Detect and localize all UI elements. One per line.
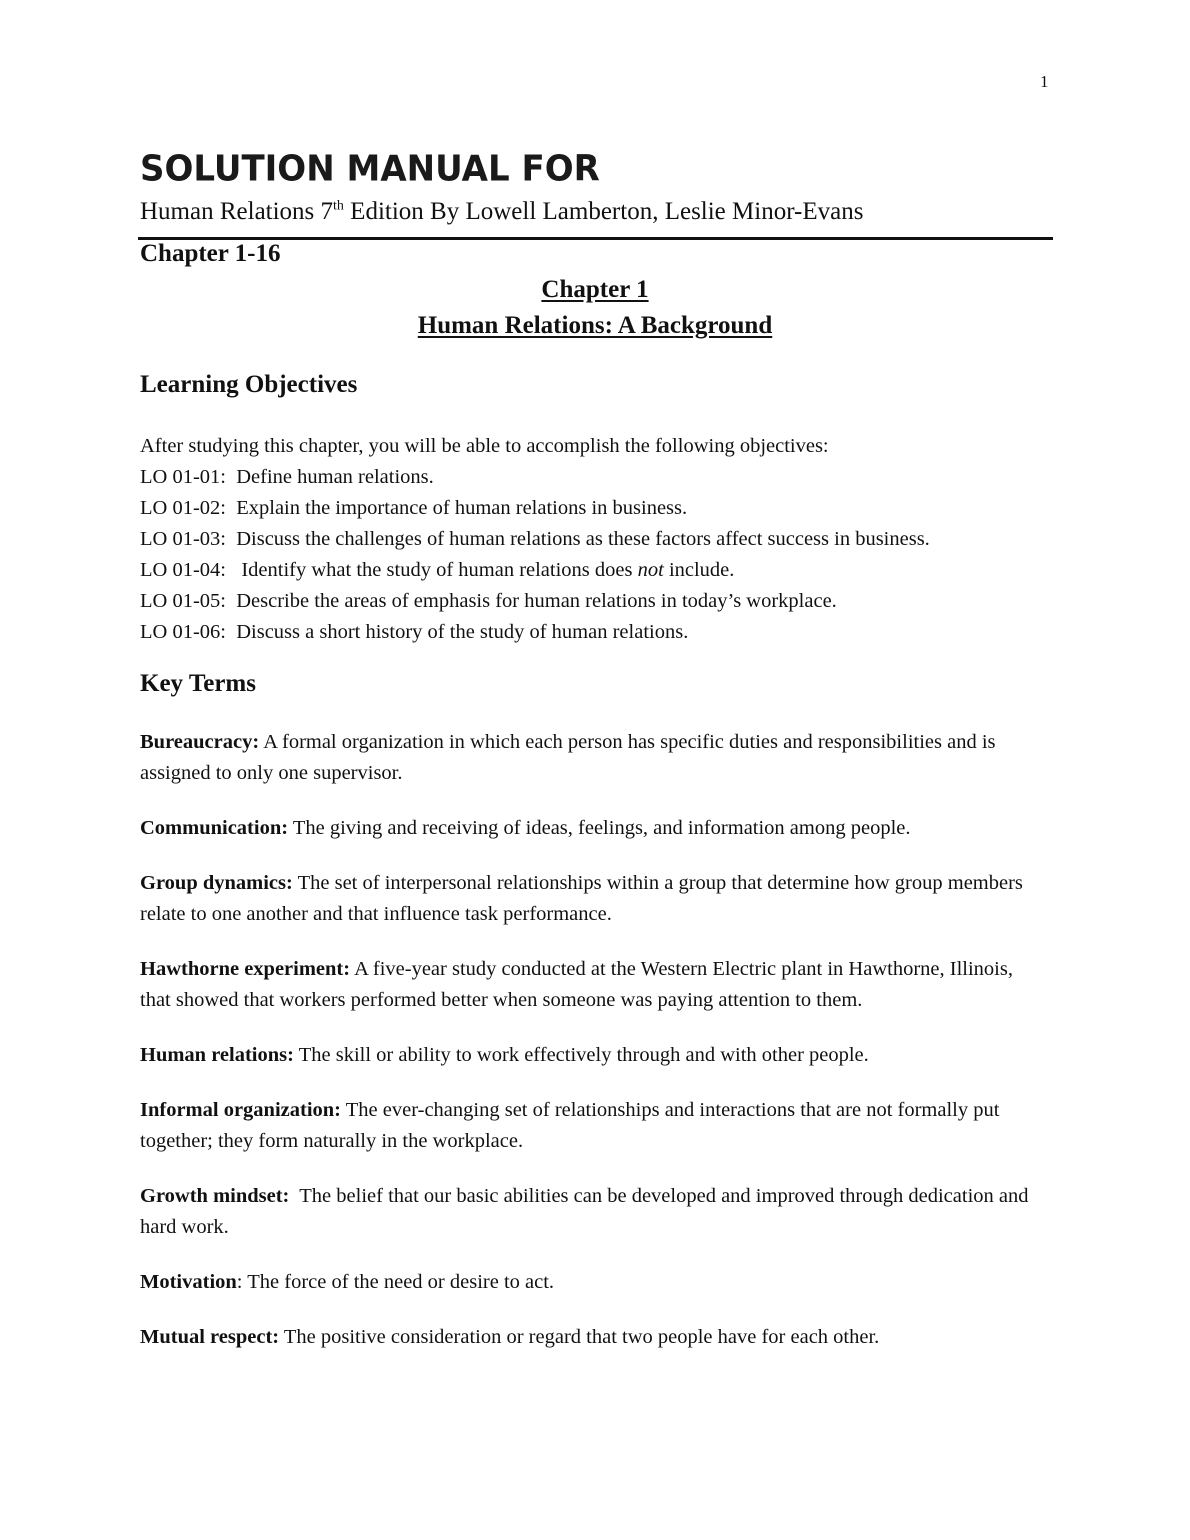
key-term — [140, 1181, 1040, 1243]
objective-text: Explain the importance of human relations in business. — [236, 497, 688, 519]
term-definition: A five-year study conducted at the Western Electric plant in Hawthorne, Illinois, that showed that workers performed better when someone was paying attention to them. — [140, 958, 1013, 1011]
objective-text: Identify what the study of human relations does — [241, 559, 638, 581]
subtitle-superscript: th — [333, 198, 344, 214]
learning-objective — [140, 555, 1100, 586]
objective-text-end: include. — [663, 559, 735, 581]
term-definition: The giving and receiving of ideas, feelings, and information among people. — [292, 817, 911, 839]
term-name: Hawthorne experiment: — [140, 958, 351, 980]
learning-objective — [140, 524, 1100, 555]
term-definition: A formal organization in which each person has specific duties and responsibilities and is assigned to only one supervisor. — [140, 731, 996, 784]
chapter-range: Chapter 1-16 — [140, 240, 281, 267]
learning-objective — [140, 493, 1100, 524]
learning-objective — [140, 617, 1100, 648]
key-term — [140, 1040, 1040, 1071]
term-name: Growth mindset: — [140, 1185, 290, 1207]
key-term — [140, 1267, 1040, 1298]
objective-code: LO 01-04: — [140, 559, 226, 581]
key-term — [140, 1095, 1040, 1157]
objective-code: LO 01-02: — [140, 497, 226, 519]
term-name: Informal organization: — [140, 1099, 341, 1121]
manual-title: SOLUTION MANUAL FOR — [140, 148, 600, 190]
chapter-number: Chapter 1 — [541, 276, 649, 303]
term-definition: The force of the need or desire to act. — [247, 1271, 555, 1293]
learning-objective — [140, 462, 1100, 493]
key-term — [140, 868, 1040, 930]
key-term — [140, 1322, 1040, 1353]
key-terms-list — [140, 727, 1040, 1377]
key-term — [140, 813, 1040, 844]
objective-text: Define human relations. — [236, 466, 434, 488]
learning-objectives-list — [140, 431, 1100, 648]
term-name: Bureaucracy: — [140, 731, 260, 753]
subtitle-text-rest: Edition By Lowell Lamberton, Leslie Minor-Evans — [343, 198, 864, 225]
key-term — [140, 727, 1040, 789]
term-definition: The ever-changing set of relationships and interactions that are not formally put together; they form naturally in the workplace. — [140, 1099, 1000, 1152]
objective-text: Discuss the challenges of human relations as these factors affect success in business. — [236, 528, 930, 550]
term-name: Mutual respect: — [140, 1326, 280, 1348]
page-number: 1 — [1040, 72, 1049, 91]
term-definition: The positive consideration or regard that two people have for each other. — [283, 1326, 880, 1348]
learning-objective — [140, 586, 1100, 617]
objective-text-italic: not — [637, 559, 664, 581]
objective-code: LO 01-01: — [140, 466, 226, 488]
term-name: Group dynamics: — [140, 872, 293, 894]
learning-objectives-heading: Learning Objectives — [140, 371, 358, 398]
objective-code: LO 01-05: — [140, 590, 226, 612]
key-term — [140, 954, 1040, 1016]
term-definition: The belief that our basic abilities can be developed and improved through dedication and hard work. — [140, 1185, 1029, 1238]
subtitle-text: Human Relations 7 — [140, 198, 334, 225]
term-definition: The skill or ability to work effectively through and with other people. — [298, 1044, 869, 1066]
objective-text: Describe the areas of emphasis for human relations in today’s workplace. — [236, 590, 837, 612]
objective-code: LO 01-03: — [140, 528, 226, 550]
key-terms-heading: Key Terms — [140, 670, 256, 697]
term-name: Communication: — [140, 817, 289, 839]
objective-code: LO 01-06: — [140, 621, 226, 643]
learning-objectives-intro: After studying this chapter, you will be able to accomplish the following objectives: — [140, 435, 829, 457]
term-separator: : — [236, 1271, 243, 1293]
term-name: Motivation — [140, 1271, 237, 1293]
book-subtitle — [140, 198, 863, 226]
term-name: Human relations: — [140, 1044, 294, 1066]
objective-text: Discuss a short history of the study of human relations. — [236, 621, 689, 643]
chapter-title: Human Relations: A Background — [417, 312, 773, 339]
term-definition: The set of interpersonal relationships within a group that determine how group members relate to one another and that influence task performance. — [140, 872, 1023, 925]
